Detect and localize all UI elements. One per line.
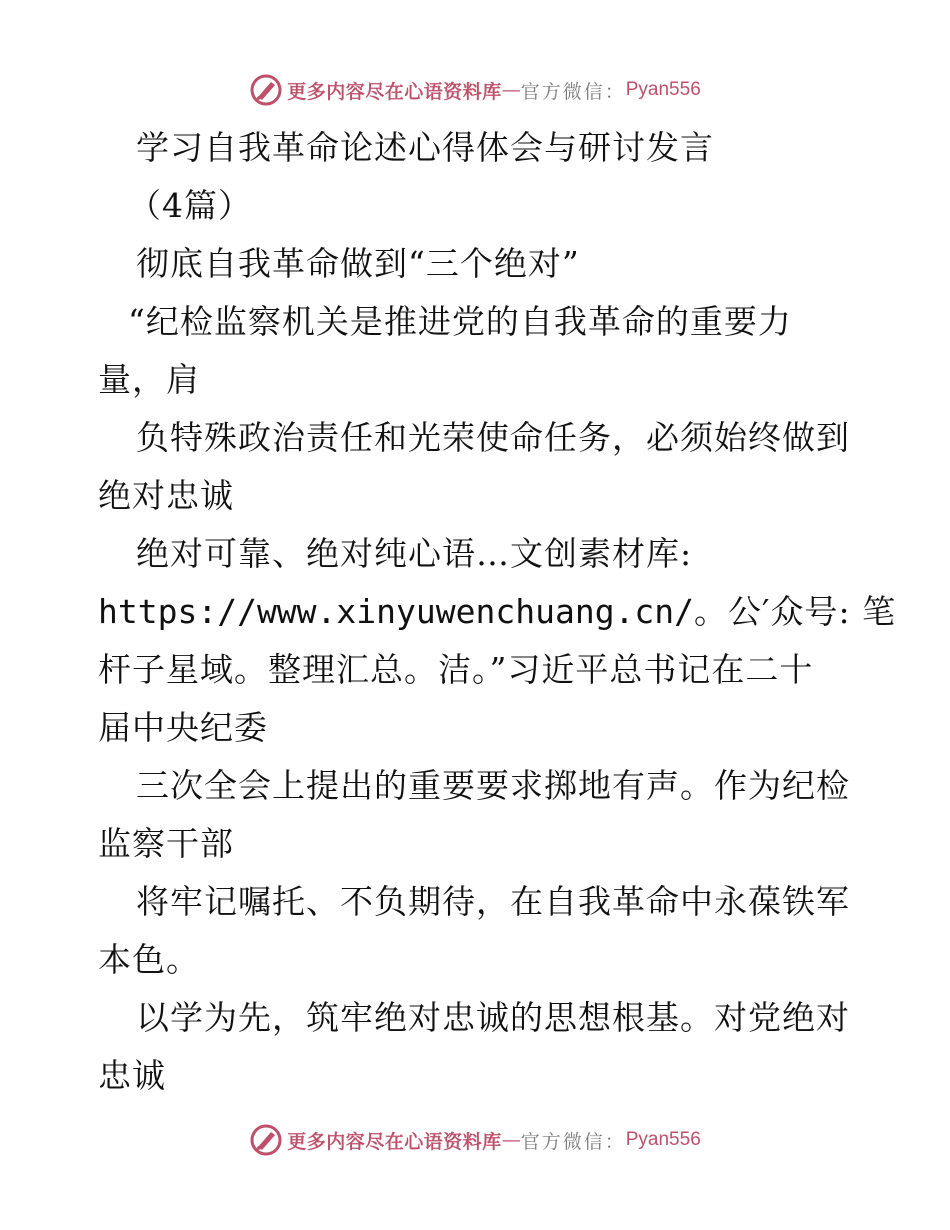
paragraph-6-line-2: 忠诚 [98,1056,166,1095]
paragraph-5-line-2: 本色。 [98,940,200,979]
banner-wechat-id: Pyan556 [625,1129,701,1150]
footer-banner [0,1120,950,1160]
banner-official-label: 官方微信： [520,80,626,103]
paragraph-2-line-1: 负特殊政治责任和光荣使命任务，必须始终做到 [136,418,850,457]
paragraph-3-line-1: 绝对可靠、绝对纯心语…文创素材库: [136,534,693,573]
paragraph-4-line-1: 三次全会上提出的重要要求掷地有声。作为纪检 [136,766,850,805]
paragraph-2-line-2: 绝对忠诚 [98,476,234,515]
doc-title-line-1: 学习自我革命论述心得体会与研讨发言 [136,128,714,167]
doc-title-line-2: （4篇） [128,186,252,225]
banner-dash: — [501,79,521,101]
paragraph-3-line-2 [98,583,897,641]
paragraph-3-line-2-rest: 。公′众号: 笔 [694,592,897,631]
source-url-link[interactable]: https://www.xinyuwenchuang.cn/ [98,592,695,631]
brand-logo-icon [249,73,283,107]
banner-brand-text: 更多内容尽在心语资料库 [287,1130,502,1153]
brand-logo-icon [249,1123,283,1157]
doc-subtitle: 彻底自我革命做到“三个绝对” [136,244,580,283]
paragraph-5-line-1: 将牢记嘱托、不负期待，在自我革命中永葆铁军 [136,882,850,921]
document-body [98,119,897,1105]
paragraph-3-line-3: 杆子星域。整理汇总。洁。”习近平总书记在二十 [98,650,814,689]
paragraph-6-line-1: 以学为先，筑牢绝对忠诚的思想根基。对党绝对 [136,998,850,1037]
paragraph-3-line-4: 届中央纪委 [98,708,268,747]
banner-brand-text: 更多内容尽在心语资料库 [287,80,502,103]
banner-wechat-id: Pyan556 [625,79,701,100]
header-banner [0,70,950,110]
banner-official-label: 官方微信： [520,1130,626,1153]
paragraph-4-line-2: 监察干部 [98,824,234,863]
paragraph-1-line-1: “纪检监察机关是推进党的自我革命的重要力 [128,302,792,341]
paragraph-1-line-2: 量，肩 [98,360,200,399]
banner-dash: — [501,1129,521,1151]
